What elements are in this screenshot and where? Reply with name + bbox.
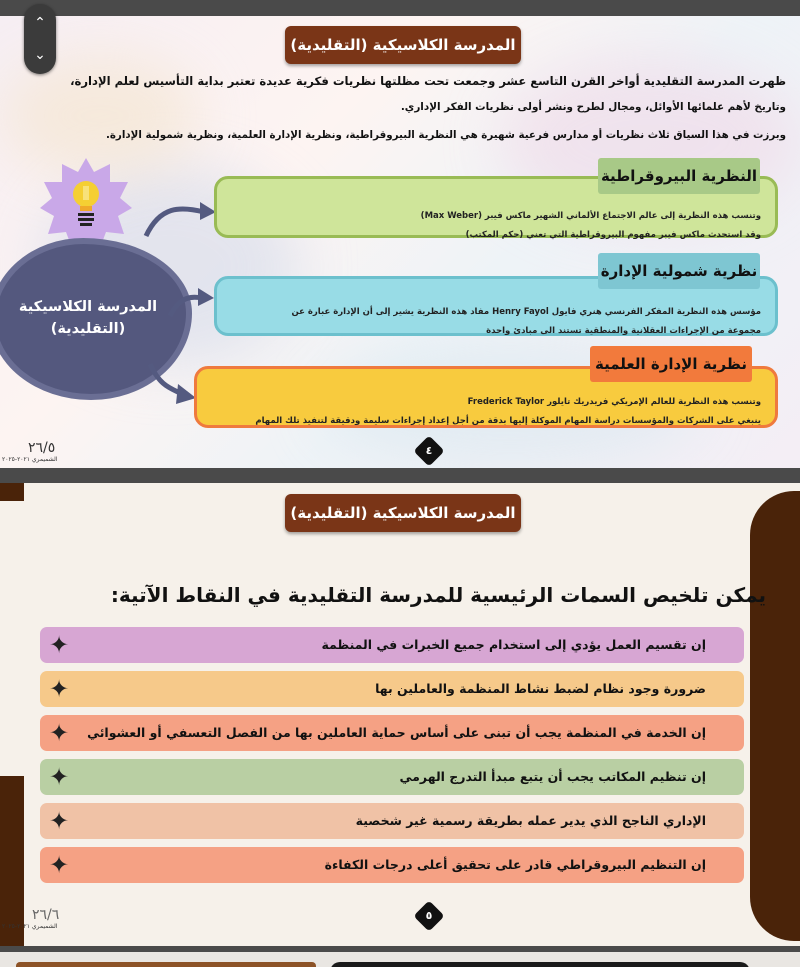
footer-fraction: ٢٦/٦ <box>32 907 60 923</box>
decor-band-right <box>750 491 800 941</box>
decor-band <box>330 962 750 967</box>
decor-band-left-bottom <box>0 776 24 946</box>
decor-band-left-top <box>0 483 24 501</box>
summary-point: إن تقسيم العمل يؤدي إلى استخدام جميع الخبرات في المنظمة <box>40 627 744 663</box>
summary-point: إن الخدمة في المنظمة يجب أن تبنى على أساس حماية العاملين بها من الفصل التعسفي أو العشوائي <box>40 715 744 751</box>
theory-card-line-1: وتنسب هذه النظرية للعالم الإمريكي فريدريك تايلور Frederick Taylor <box>467 397 761 407</box>
summary-point: ضرورة وجود نظام لضبط نشاط المنظمة والعاملين بها <box>40 671 744 707</box>
intro-line-3: وبرزت في هذا السياق ثلاث نظريات أو مدارس فرعية شهيرة هي النظرية البيروقراطية، ونظرية الإدارة العلمية، ونظرية شمولية الإدارة. <box>105 129 786 141</box>
scroll-control <box>24 4 56 74</box>
slide-4 <box>0 16 800 468</box>
star-bullet-icon: ✦ <box>48 675 70 703</box>
page-number-badge <box>413 435 444 466</box>
theory-card-line-1: وتنسب هذه النظرية إلى عالم الاجتماع الألماني الشهير ماكس فيبر (Max Weber) <box>420 211 761 221</box>
decor-band <box>16 962 316 967</box>
slide-title: المدرسة الكلاسيكية (التقليدية) <box>285 26 521 64</box>
page-number: ٤ <box>425 444 433 457</box>
footer-fraction: ٢٦/٥ <box>28 440 56 456</box>
star-bullet-icon: ✦ <box>48 719 70 747</box>
page-number-badge <box>413 900 444 931</box>
lightbulb-icon <box>38 156 134 252</box>
page-number: ٥ <box>425 909 433 922</box>
star-bullet-icon: ✦ <box>48 807 70 835</box>
summary-point: إن التنظيم البيروقراطي قادر على تحقيق أعلى درجات الكفاءة <box>40 847 744 883</box>
scroll-up-icon[interactable]: ⌃ <box>34 15 46 31</box>
summary-point: إن تنظيم المكاتب يجب أن يتبع مبدأ التدرج الهرمي <box>40 759 744 795</box>
center-label-line-1: المدرسة الكلاسيكية <box>18 299 158 315</box>
footer-author: الشميمري ٢٠٢١-٢٠٢٥ <box>2 923 58 930</box>
intro-line-2: وتاريخ لأهم علمائها الأوائل، ومجال لطرح ونشر أولى نظريات الفكر الإداري. <box>400 101 786 113</box>
footer-author: الشميمري ٢٠٢١-٢٠٢٥ <box>2 456 58 463</box>
center-label-line-2: (التقليدية) <box>50 321 126 337</box>
theory-card-line-2: مجموعة من الإجراءات العقلانية والمنطقية تستند الى مبادئ واحدة <box>486 326 761 336</box>
star-bullet-icon: ✦ <box>48 763 70 791</box>
slide-5 <box>0 483 800 946</box>
slide-title: المدرسة الكلاسيكية (التقليدية) <box>285 494 521 532</box>
summary-heading: يمكن تلخيص السمات الرئيسية للمدرسة التقليدية في النقاط الآتية: <box>110 583 766 607</box>
theory-title-bureaucracy: النظرية البيروقراطية <box>598 158 760 194</box>
theory-card-line-2: ينبغي على الشركات والمؤسسات دراسة المهام الموكلة إليها بدقة من أجل إعداد إجراءات سليمة ودقيقة لتنفيذ تلك المهام <box>255 416 761 426</box>
slide-6-preview <box>0 952 800 967</box>
summary-point: الإداري الناجح الذي يدير عمله بطريقة رسمية غير شخصية <box>40 803 744 839</box>
theory-card-line-2: وقد استحدث ماكس فيبر مفهوم البيروقراطية التي تعني (حكم المكتب) <box>465 230 761 240</box>
star-bullet-icon: ✦ <box>48 851 70 879</box>
theory-title-scientific: نظرية الإدارة العلمية <box>590 346 752 382</box>
theory-card-line-1: مؤسس هذه النظرية المفكر الفرنسي هنري فايول Henry Fayol مفاد هذه النظرية يشير إلى أن الإدارة عبارة عن <box>291 307 761 317</box>
star-bullet-icon: ✦ <box>48 631 70 659</box>
intro-line-1: ظهرت المدرسة التقليدية أواخر القرن التاسع عشر وجمعت تحت مظلتها نظريات فكرية عديدة تعتبر بداية التأسيس لعلم الإدارة، <box>70 74 786 88</box>
theory-title-comprehensive: نظرية شمولية الإدارة <box>598 253 760 289</box>
scroll-down-icon[interactable]: ⌄ <box>34 47 46 63</box>
